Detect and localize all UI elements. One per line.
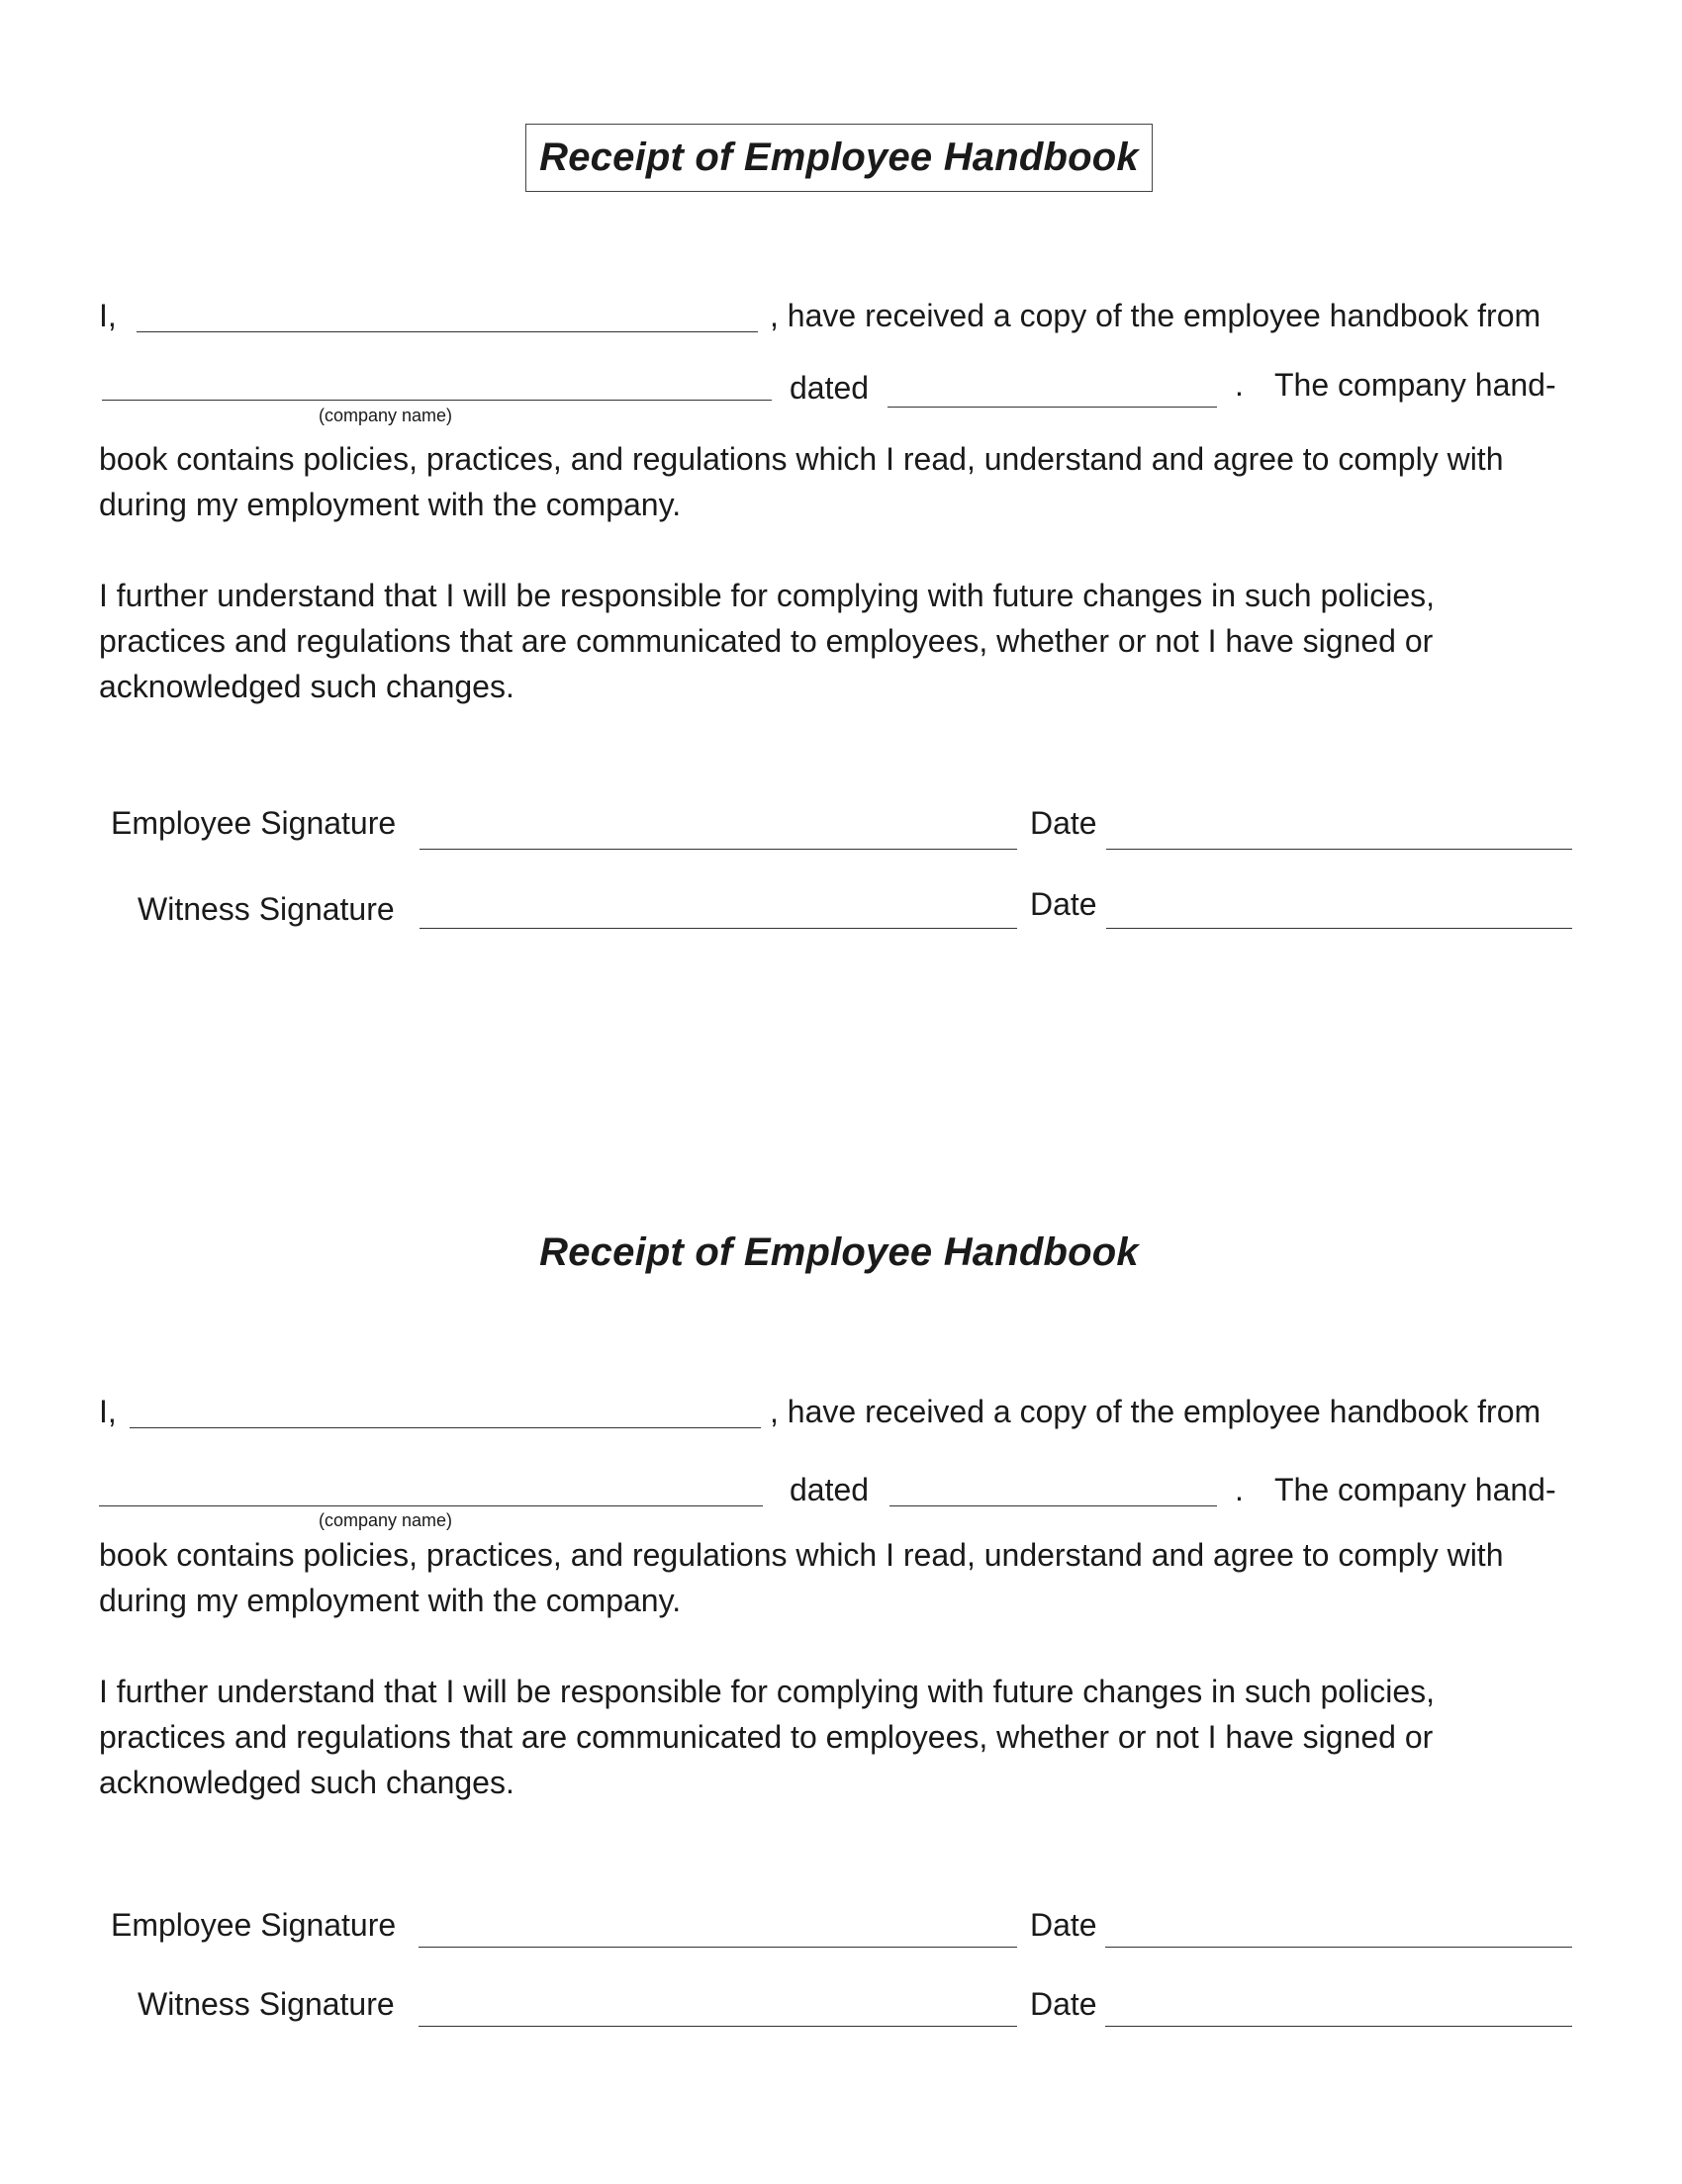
form-title: Receipt of Employee Handbook (525, 124, 1153, 192)
period: . (1235, 367, 1244, 403)
paragraph-line: book contains policies, practices, and regulations which I read, understand and agree to comply with (99, 1537, 1504, 1573)
agreement-paragraph (99, 1532, 1583, 1623)
employee-date-field[interactable] (1105, 1947, 1572, 1948)
witness-date-field[interactable] (1106, 928, 1572, 929)
receipt-form-1 (0, 0, 1682, 1088)
paragraph-line: practices and regulations that are communicated to employees, whether or not I have signed or (99, 623, 1434, 659)
witness-signature-label: Witness Signature (138, 891, 395, 927)
employee-signature-field[interactable] (420, 849, 1017, 850)
paragraph-line: practices and regulations that are communicated to employees, whether or not I have signed or (99, 1719, 1434, 1755)
company-handbook-continuation: The company hand- (1274, 1472, 1556, 1507)
employee-signature-label: Employee Signature (111, 1907, 397, 1943)
form-title: Receipt of Employee Handbook (539, 1230, 1139, 1274)
employee-date-field[interactable] (1106, 849, 1572, 850)
i-prefix: I, (99, 1394, 117, 1429)
employee-signature-field[interactable] (419, 1947, 1017, 1948)
company-name-caption: (company name) (319, 1510, 453, 1530)
paragraph-line: during my employment with the company. (99, 487, 682, 522)
witness-signature-label: Witness Signature (138, 1986, 395, 2022)
received-statement: , have received a copy of the employee handbook from (770, 298, 1542, 333)
employee-date-label: Date (1030, 805, 1097, 841)
witness-signature-field[interactable] (420, 928, 1017, 929)
paragraph-line: acknowledged such changes. (99, 669, 514, 704)
company-handbook-continuation: The company hand- (1274, 367, 1556, 403)
employee-date-label: Date (1030, 1907, 1097, 1943)
employee-name-field[interactable] (130, 1427, 761, 1428)
witness-date-label: Date (1030, 886, 1097, 922)
period: . (1235, 1472, 1244, 1507)
received-statement: , have received a copy of the employee handbook from (770, 1394, 1542, 1429)
handbook-date-field[interactable] (888, 407, 1217, 408)
company-name-caption: (company name) (319, 406, 453, 425)
i-prefix: I, (99, 298, 117, 333)
paragraph-line: book contains policies, practices, and regulations which I read, understand and agree to comply with (99, 441, 1504, 477)
employee-signature-label: Employee Signature (111, 805, 397, 841)
dated-label: dated (790, 1472, 870, 1507)
future-changes-paragraph (99, 573, 1583, 709)
handbook-date-field[interactable] (889, 1505, 1217, 1506)
paragraph-line: I further understand that I will be responsible for complying with future changes in such policies, (99, 578, 1436, 613)
company-name-field[interactable] (99, 1505, 763, 1506)
witness-signature-field[interactable] (419, 2026, 1017, 2027)
paragraph-line: I further understand that I will be responsible for complying with future changes in such policies, (99, 1674, 1436, 1709)
witness-date-field[interactable] (1105, 2026, 1572, 2027)
receipt-form-2 (0, 1096, 1682, 2184)
agreement-paragraph (99, 436, 1583, 527)
witness-date-label: Date (1030, 1986, 1097, 2022)
future-changes-paragraph (99, 1669, 1583, 1805)
company-name-field[interactable] (102, 400, 772, 401)
employee-name-field[interactable] (137, 331, 758, 332)
paragraph-line: during my employment with the company. (99, 1583, 682, 1618)
paragraph-line: acknowledged such changes. (99, 1765, 514, 1800)
dated-label: dated (790, 370, 870, 406)
